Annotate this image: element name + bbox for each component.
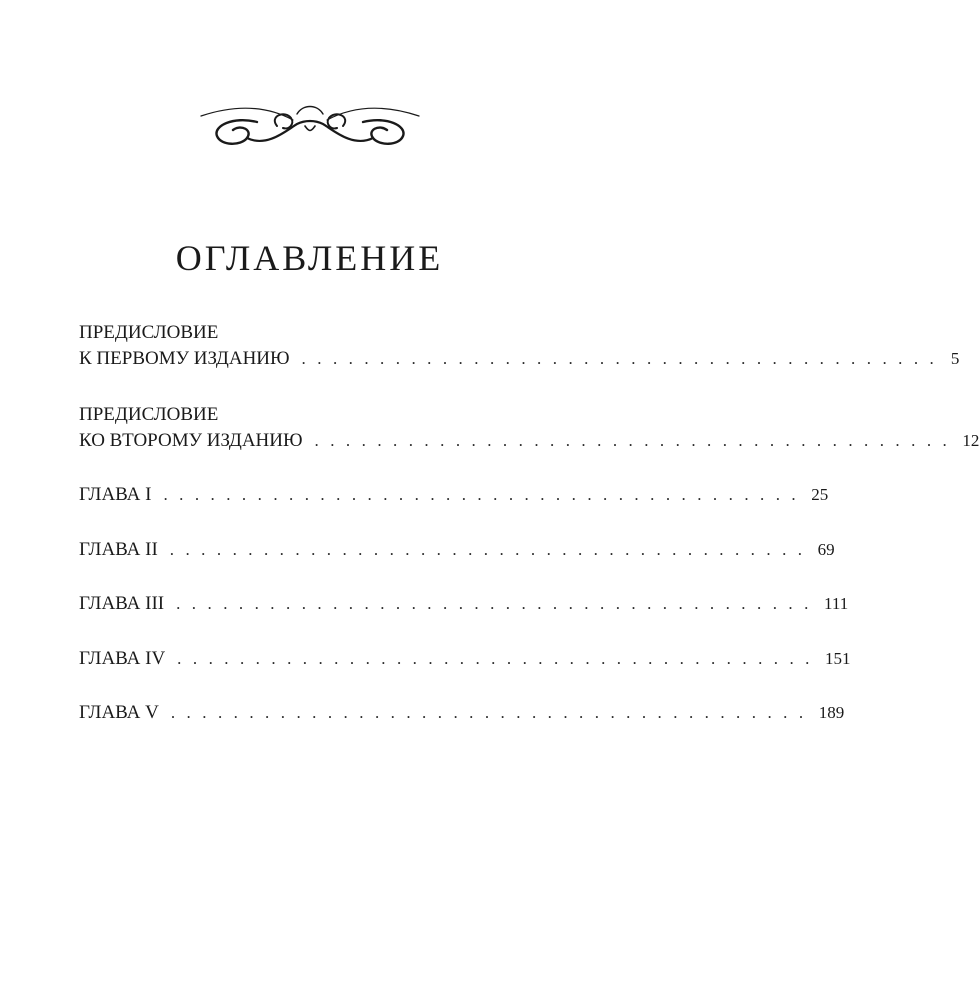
toc-entry-heading: ПРЕДИСЛОВИЕ bbox=[79, 404, 219, 425]
page-number: 69 bbox=[817, 540, 835, 559]
toc-entry-label: ГЛАВА IV bbox=[79, 648, 166, 669]
toc-entry-preface-first-edition[interactable] bbox=[79, 320, 960, 372]
dot-leader: . . . . . . . . . . . . . . . . . . . . . . . . . . . . . . . . . . . . . . . . . bbox=[163, 485, 800, 504]
page-title: ОГЛАВЛЕНИЕ bbox=[175, 238, 444, 278]
dot-leader: . . . . . . . . . . . . . . . . . . . . . . . . . . . . . . . . . . . . . . . . . bbox=[169, 540, 806, 559]
toc-entry-label: КО ВТОРОМУ ИЗДАНИЮ bbox=[79, 430, 303, 451]
toc-entry-heading: ПРЕДИСЛОВИЕ bbox=[79, 322, 219, 343]
page-number: 189 bbox=[818, 703, 845, 722]
page-number: 151 bbox=[825, 649, 851, 668]
dot-leader: . . . . . . . . . . . . . . . . . . . . . . . . . . . . . . . . . . . . . . . . . bbox=[170, 703, 807, 722]
dot-leader: . . . . . . . . . . . . . . . . . . . . . . . . . . . . . . . . . . . . . . . . . bbox=[177, 649, 814, 668]
dot-leader: . . . . . . . . . . . . . . . . . . . . . . . . . . . . . . . . . . . . . . . . . bbox=[301, 349, 938, 368]
toc-entry-chapter-2[interactable] bbox=[79, 537, 835, 563]
toc-entry-label: ГЛАВА III bbox=[79, 593, 165, 614]
page-number: 25 bbox=[811, 485, 829, 504]
toc-entry-chapter-3[interactable] bbox=[79, 591, 849, 617]
toc-entry-chapter-1[interactable] bbox=[79, 482, 829, 508]
toc-entry-label: ГЛАВА V bbox=[79, 702, 159, 723]
toc-entry-label: К ПЕРВОМУ ИЗДАНИЮ bbox=[79, 348, 290, 369]
toc-entry-chapter-4[interactable] bbox=[79, 646, 851, 672]
toc-entry-chapter-5[interactable] bbox=[79, 700, 845, 726]
toc-entry-label: ГЛАВА II bbox=[79, 539, 158, 560]
dot-leader: . . . . . . . . . . . . . . . . . . . . . . . . . . . . . . . . . . . . . . . . . bbox=[176, 594, 812, 613]
page-number: 111 bbox=[823, 594, 849, 613]
toc-entry-preface-second-edition[interactable] bbox=[79, 402, 979, 454]
dot-leader: . . . . . . . . . . . . . . . . . . . . . . . . . . . . . . . . . . . . . . . . . bbox=[314, 431, 951, 450]
page-number: 5 bbox=[950, 349, 960, 368]
flourish-ornament-icon bbox=[197, 96, 423, 152]
page-number: 12 bbox=[962, 431, 979, 450]
toc-entry-label: ГЛАВА I bbox=[79, 484, 152, 505]
